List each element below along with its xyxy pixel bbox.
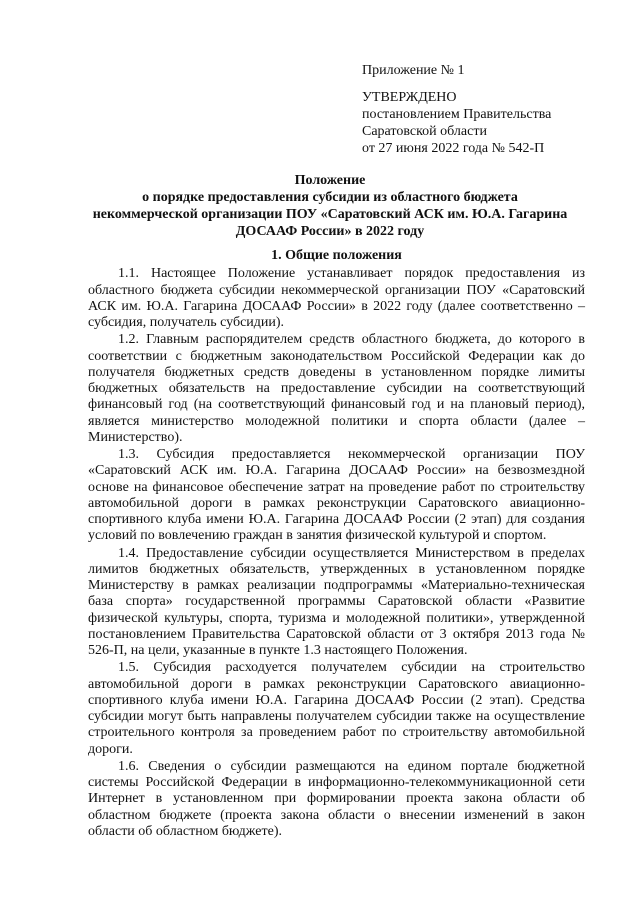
title-line-2: о порядке предоставления субсидии из областного бюджета: [142, 190, 518, 205]
paragraph-1-6: 1.6. Сведения о субсидии размещаются на едином портале бюджетной системы Российской Федерации в информационно-телекоммуникационной сети Интернет в установленном при формировании проекта закона области об областном бюджете (проекта закона области о внесении изменений в закон области об областном бюджете).: [88, 758, 585, 839]
approved-label: УТВЕРЖДЕНО: [362, 90, 457, 105]
paragraph-1-3: 1.3. Субсидия предоставляется некоммерческой организации ПОУ «Саратовский АСК им. Ю.А. Гагарина ДОСААФ России» на безвозмездной основе на финансовое обеспечение затрат на проведение работ по строительству автомобильной дороги в рамках реконструкции Саратовского авиационно-спортивного клуба имени Ю.А. Гагарина ДОСААФ России (2 этап) для создания условий по вовлечению граждан в занятия физической культурой и спортом.: [88, 447, 585, 544]
title-line-1: Положение: [294, 173, 366, 188]
paragraph-1-5: 1.5. Субсидия расходуется получателем субсидии на строительство автомобильной дороги в рамках реконструкции Саратовского авиационно-спортивного клуба имени Ю.А. Гагарина ДОСААФ России (2 этап). Средства субсидии могут быть направлены получателем субсидии также на осуществление строительного контроля за проведением работ по строительству автомобильной дороги.: [88, 660, 585, 757]
approval-line-3: от 27 июня 2022 года № 542-П: [362, 141, 545, 156]
annex-number: Приложение № 1: [362, 63, 465, 78]
title-line-4: ДОСААФ России» в 2022 году: [235, 224, 425, 239]
approval-line-1: постановлением Правительства: [362, 107, 552, 122]
approval-stamp-block: [362, 62, 602, 157]
title-line-3: некоммерческой организации ПОУ «Саратовский АСК им. Ю.А. Гагарина: [92, 207, 568, 222]
paragraph-1-1: 1.1. Настоящее Положение устанавливает порядок предоставления из областного бюджета субсидии некоммерческой организации ПОУ «Саратовский АСК им. Ю.А. Гагарина ДОСААФ России» в 2022 году (далее соответственно – субсидия, получатель субсидии).: [88, 266, 585, 330]
approval-line-2: Саратовской области: [362, 124, 487, 139]
section-heading: 1. Общие положения: [271, 248, 402, 263]
paragraph-1-4: 1.4. Предоставление субсидии осуществляется Министерством в пределах лимитов бюджетных обязательств, утвержденных в установленном порядке Министерству в рамках реализации подпрограммы «Материально-техническая база спорта» государственной программы Саратовской области «Развитие физической культуры, спорта, туризма и молодежной политики», утвержденной постановлением Правительства Саратовской области от 3 октября 2013 года № 526-П, на цели, указанные в пункте 1.3 настоящего Положения.: [88, 545, 585, 658]
paragraph-1-2: 1.2. Главным распорядителем средств областного бюджета, до которого в соответствии с бюджетным законодательством Российской Федерации как до получателя бюджетных средств доведены в установленном порядке лимиты бюджетных обязательств на предоставление субсидии на соответствующий финансовый год (на соответствующий финансовый год и на плановый период), является министерство молодежной политики и спорта области (далее – Министерство).: [88, 332, 585, 445]
document-title: [80, 172, 580, 240]
document-body: [88, 248, 585, 841]
